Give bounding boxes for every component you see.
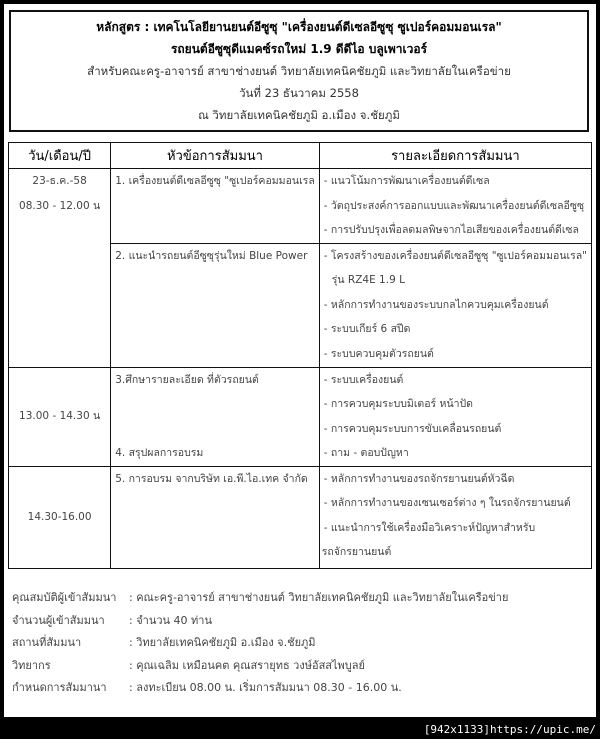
- table-header-row: [9, 143, 592, 169]
- info-value: : จำนวน 40 ท่าน: [129, 613, 212, 627]
- detail-item: - หลักการทำงานของเซนเซอร์ต่าง ๆ ในรถจักรยานยนต์: [323, 497, 571, 509]
- time-text: 14.30-16.00: [27, 510, 92, 523]
- info-value: : วิทยาลัยเทคนิคชัยภูมิ อ.เมือง จ.ชัยภูมิ: [129, 636, 316, 649]
- time-text: 08.30 - 12.00 น: [19, 199, 101, 212]
- course-subtitle: รถยนต์อีซูซุดีแมคซ์รถใหม่ 1.9 ดีดีไอ บลูเพาเวอร์: [170, 42, 428, 56]
- document-page: [4, 4, 596, 717]
- info-row-venue: [12, 632, 508, 655]
- schedule-table: [8, 142, 592, 569]
- seminar-info: [12, 587, 508, 700]
- info-label: กำหนดการสัมมานา: [12, 681, 107, 694]
- time-text: 13.00 - 14.30 น: [19, 410, 101, 423]
- detail-item: - แนวโน้มการพัฒนาเครื่องยนต์ดีเซล: [323, 175, 490, 187]
- detail-item: - แนะนำการใช้เครื่องมือวิเคราะห์ปัญหาสำหรับ: [323, 521, 536, 534]
- table-row: [9, 466, 592, 568]
- detail-item: - หลักการทำงานของระบบกลไกควบคุมเครื่องยนต์: [323, 298, 549, 311]
- details-cell: [319, 367, 591, 466]
- detail-item: - ระบบควบคุมตัวรถยนต์: [323, 347, 434, 360]
- topic-cell: [111, 243, 320, 367]
- detail-item: รถจักรยานยนต์: [321, 546, 392, 558]
- detail-item: - ถาม - ตอบปัญหา: [323, 447, 409, 459]
- info-row-qualification: [12, 587, 508, 610]
- spacer: [115, 417, 315, 442]
- topic-cell: [111, 367, 320, 466]
- detail-item: - การควบคุมระบบมิเตอร์ หน้าปัด: [323, 398, 474, 410]
- info-label: คุณสมบัติผู้เข้าสัมมนา: [12, 591, 117, 604]
- topic-text: 1. เครื่องยนต์ดีเซลอีซูซุ "ซูเปอร์คอมมอนเรล: [115, 175, 315, 187]
- detail-item: - ระบบเกียร์ 6 สปีด: [323, 323, 411, 335]
- course-date: วันที่ 23 ธันวาคม 2558: [239, 86, 359, 100]
- column-header-details: รายละเอียดการสัมมนา: [319, 143, 591, 169]
- topic-cell: [111, 169, 320, 244]
- info-row-speakers: [12, 655, 508, 678]
- detail-item: - ระบบเครื่องยนต์: [323, 373, 404, 386]
- topic-text: 5. การอบรม จากบริษัท เอ.พี.ไอ.เทค จำกัด: [115, 472, 308, 485]
- info-row-attendees: [12, 610, 508, 633]
- course-title: หลักสูตร : เทคโนโลยียานยนต์อีซูซุ "เครื่องยนต์ดีเซลอีซูซุ ซูเปอร์คอมมอนเรล": [96, 20, 502, 34]
- spacer: [115, 392, 315, 417]
- image-host-watermark: [942x1133]https://upic.me/: [423, 723, 596, 736]
- date-cell: [9, 169, 111, 368]
- date-cell: [9, 367, 111, 466]
- topic-text: 4. สรุปผลการอบรม: [115, 447, 204, 459]
- column-header-date: วัน/เดือน/ปี: [9, 143, 111, 169]
- detail-item: - การควบคุมระบบการขับเคลื่อนรถยนต์: [323, 422, 502, 435]
- column-header-topic: หัวข้อการสัมมนา: [111, 143, 320, 169]
- date-cell: [9, 466, 111, 568]
- detail-item: รุ่น RZ4E 1.9 L: [331, 274, 405, 286]
- topic-text: 2. แนะนำรถยนต์อีซูซุรุ่นใหม่ Blue Power: [115, 249, 308, 262]
- details-cell: [319, 466, 591, 568]
- info-row-schedule: [12, 677, 508, 700]
- detail-item: - หลักการทำงานของรถจักรยานยนต์หัวฉีด: [323, 472, 515, 485]
- date-text: 23-ธ.ค.-58: [32, 175, 87, 187]
- detail-item: - โครงสร้างของเครื่องยนต์ดีเซลอีซูซุ "ซูเปอร์คอมมอนเรล": [323, 249, 587, 262]
- topic-text: 3.ศึกษารายละเอียด ที่ตัวรถยนต์: [115, 373, 259, 386]
- table-row: [9, 367, 592, 466]
- details-cell: [319, 169, 591, 244]
- info-label: วิทยากร: [12, 658, 51, 672]
- course-header: [9, 10, 589, 132]
- details-cell: [319, 243, 591, 367]
- info-value: : คณะครู-อาจารย์ สาขาช่างยนต์ วิทยาลัยเทคนิคชัยภูมิ และวิทยาลัยในเครือข่าย: [129, 591, 509, 604]
- detail-item: - วัตถุประสงค์การออกแบบและพัฒนาเครื่องยนต์ดีเซลอีซูซุ: [323, 199, 585, 212]
- info-label: จำนวนผู้เข้าสัมมนา: [12, 613, 105, 627]
- info-value: : ลงทะเบียน 08.00 น. เริ่มการสัมมนา 08.30 - 16.00 น.: [129, 681, 402, 694]
- detail-item: - การปรับปรุงเพื่อลดมลพิษจากไอเสียของเครื่องยนต์ดีเซล: [323, 224, 579, 236]
- course-audience: สำหรับคณะครู-อาจารย์ สาขาช่างยนต์ วิทยาลัยเทคนิคชัยภูมิ และวิทยาลัยในเครือข่าย: [87, 64, 511, 78]
- topic-cell: [111, 466, 320, 568]
- course-location: ณ วิทยาลัยเทคนิคชัยภูมิ อ.เมือง จ.ชัยภูมิ: [198, 108, 400, 122]
- info-value: : คุณเฉลิม เหมือนคต คุณสรายุทธ วงษ์อัสสไพบูลย์: [129, 658, 365, 672]
- table-row: [9, 169, 592, 244]
- info-label: สถานที่สัมมนา: [12, 636, 82, 649]
